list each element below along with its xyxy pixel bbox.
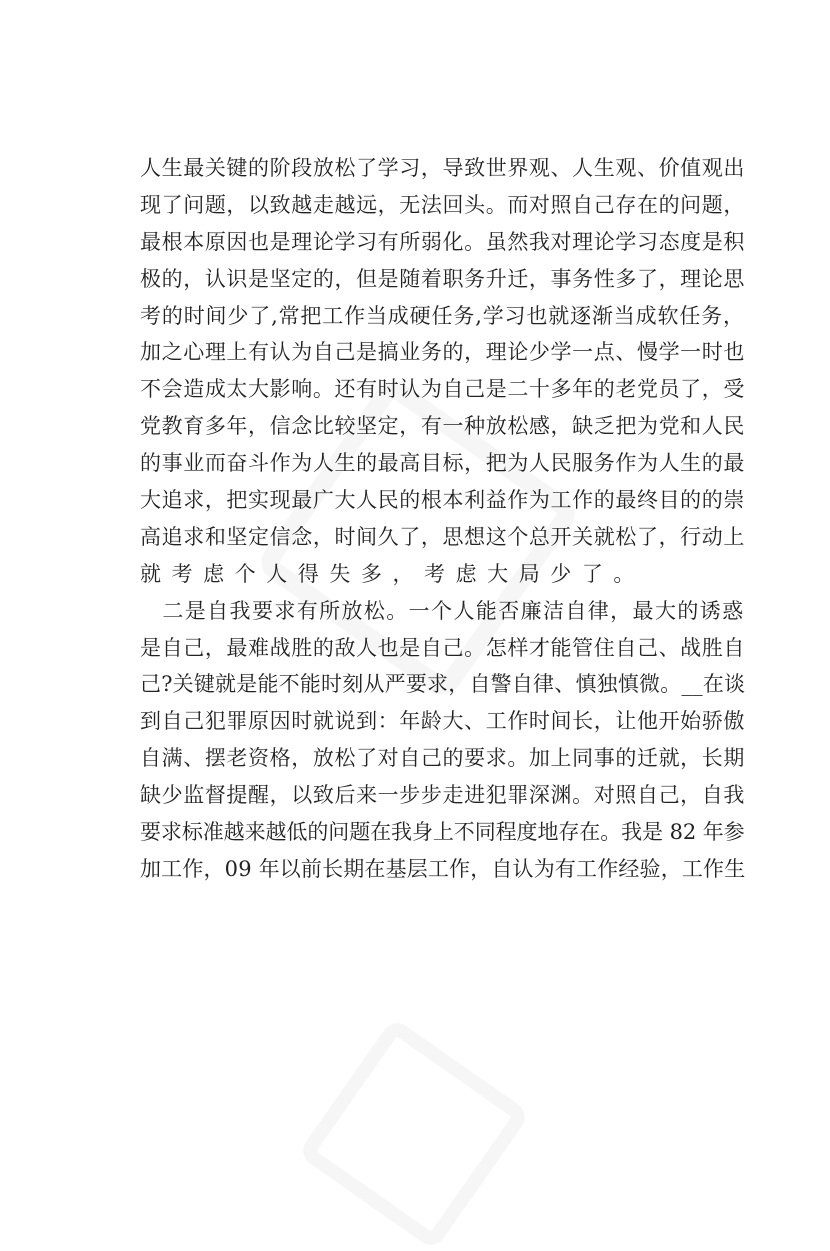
text-line: 的事业而奋斗作为人生的最高目标，把为人民服务作为人生的最	[140, 451, 745, 476]
text-line: 自满、摆老资格，放松了对自己的要求。加上同事的迁就，长期	[140, 746, 745, 771]
text-line: 高追求和坚定信念，时间久了，思想这个总开关就松了，行动上	[140, 524, 745, 549]
text-line: 大追求，把实现最广大人民的根本利益作为工作的最终目的的崇	[140, 488, 745, 513]
text-line: 加之心理上有认为自己是搞业务的，理论少学一点、慢学一时也	[140, 340, 745, 365]
text-line: 加工作，09 年以前长期在基层工作，自认为有工作经验，工作生	[140, 856, 746, 881]
watermark	[297, 1017, 531, 1251]
text-line: 就考虑个人得失多，考虑大局少了。	[140, 561, 645, 586]
body-text	[140, 150, 760, 888]
text-line: 现了问题，以致越走越远，无法回头。而对照自己存在的问题，	[140, 192, 745, 217]
text-line: 最根本原因也是理论学习有所弱化。虽然我对理论学习态度是积	[140, 229, 745, 254]
text-line: 要求标准越来越低的问题在我身上不同程度地存在。我是 82 年参	[140, 820, 745, 845]
text-line: 考的时间少了,常把工作当成硬任务,学习也就逐渐当成软任务，	[140, 303, 745, 328]
text-line: 缺少监督提醒，以致后来一步步走进犯罪深渊。对照自己，自我	[140, 783, 745, 808]
text-line: 极的，认识是坚定的，但是随着职务升迁，事务性多了，理论思	[140, 266, 745, 291]
text-line: 二是自我要求有所放松。一个人能否廉洁自律，最大的诱惑	[140, 598, 745, 623]
text-line: 己?关键就是能不能时刻从严要求，自警自律、慎独慎微。__在谈	[140, 672, 746, 697]
text-line: 党教育多年，信念比较坚定，有一种放松感，缺乏把为党和人民	[140, 414, 745, 439]
text-line: 人生最关键的阶段放松了学习，导致世界观、人生观、价值观出	[140, 156, 745, 180]
text-line: 不会造成太大影响。还有时认为自己是二十多年的老党员了，受	[140, 377, 745, 402]
text-line: 是自己，最难战胜的敌人也是自己。怎样才能管住自己、战胜自	[140, 635, 745, 660]
text-line: 到自己犯罪原因时就说到：年龄大、工作时间长，让他开始骄傲	[140, 709, 745, 734]
